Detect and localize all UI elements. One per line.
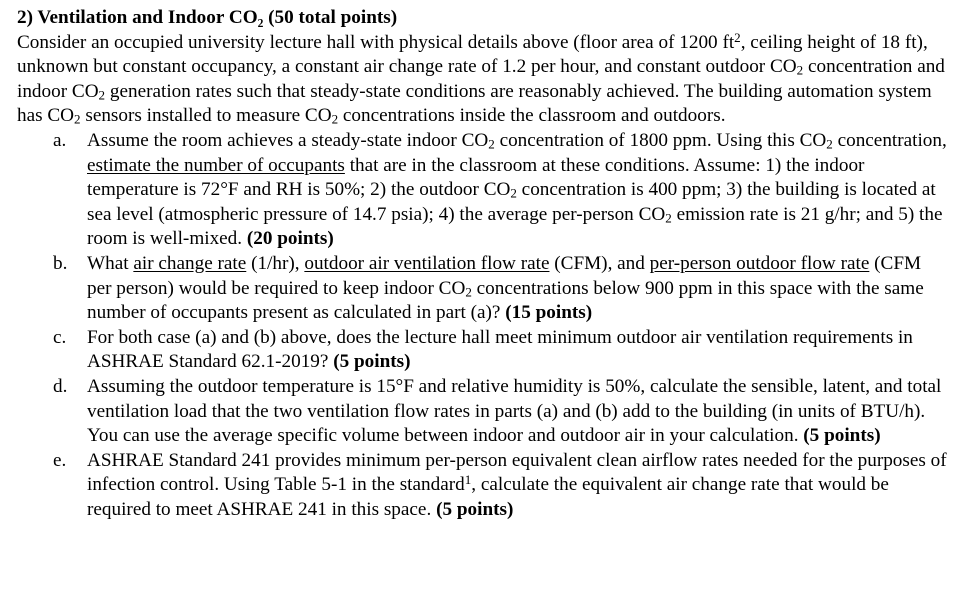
item-marker: e. bbox=[53, 449, 67, 471]
item-text: What bbox=[87, 252, 134, 274]
item-marker: c. bbox=[53, 326, 67, 348]
item-marker: b. bbox=[53, 252, 68, 274]
intro-text-6: concentrations inside the classroom and outdoors. bbox=[338, 105, 726, 127]
item-text: ASHRAE Standard 241 provides minimum per-person equivalent clean airflow rates needed for the purposes of infection control. Using Table 5-1 in the standard bbox=[87, 449, 947, 496]
item-marker: a. bbox=[53, 129, 67, 151]
item-text: that are in the classroom at these conditions. Assume: 1) the indoor temperature is 72°F and RH is 50%; 2) the outdoor CO bbox=[87, 154, 865, 201]
item-text: For both case (a) and (b) above, does the lecture hall meet minimum outdoor air ventilation requirements in ASHRAE Standard 62.1-2019? bbox=[87, 326, 913, 373]
intro-text-1: Consider an occupied university lecture hall with physical details above (floor area of 1200 ft bbox=[17, 31, 735, 53]
item-text: (CFM per person) would be required to keep indoor CO bbox=[87, 252, 922, 299]
question-item-c bbox=[53, 326, 947, 375]
intro-text-2: , ceiling height of 18 ft), unknown but constant occupancy, a constant air change rate of 1.2 per hour, and constant outdoor CO bbox=[17, 31, 928, 78]
intro-text-4: generation rates such that steady-state conditions are reasonably achieved. The building automation system has CO bbox=[17, 80, 932, 127]
item-subscript: 2 bbox=[488, 136, 495, 152]
item-text: concentration is 400 ppm; 3) the building is located at sea level (atmospheric pressure of 14.7 psia); 4) the average per-person CO bbox=[87, 179, 936, 225]
item-subscript: 2 bbox=[826, 136, 833, 152]
item-text: (1/hr), bbox=[246, 252, 305, 274]
item-points: (20 points) bbox=[246, 228, 334, 250]
item-text: (CFM), and bbox=[549, 252, 650, 274]
problem-document bbox=[17, 6, 947, 522]
item-marker: d. bbox=[53, 375, 68, 397]
problem-intro bbox=[17, 31, 947, 129]
item-text: concentrations below 900 ppm in this space with the same number of occupants present as calculated in part (a)? bbox=[87, 277, 924, 324]
item-text: concentration of 1800 ppm. Using this CO bbox=[494, 129, 827, 151]
item-text: concentration, bbox=[832, 129, 947, 151]
problem-heading: 2) Ventilation and Indoor CO₂ (50 total points) bbox=[17, 7, 398, 28]
intro-subscript: 2 bbox=[796, 62, 804, 78]
item-underlined-text: air change rate bbox=[133, 252, 247, 274]
item-text: Assuming the outdoor temperature is 15°F and relative humidity is 50%, calculate the sensible, latent, and total ventilation load that the two ventilation flow rates in parts (a) and (b) add to the building (in units of BTU/h). You can use the average specific volume between indoor and outdoor air in your calculation. bbox=[87, 375, 942, 447]
item-subscript: 2 bbox=[510, 185, 517, 201]
question-item-a bbox=[53, 129, 947, 252]
question-list bbox=[17, 129, 947, 523]
intro-subscript: 2 bbox=[331, 111, 339, 127]
item-points: (15 points) bbox=[505, 302, 593, 324]
item-points: (5 points) bbox=[803, 425, 881, 447]
item-text: , calculate the equivalent air change rate that would be required to meet ASHRAE 241 in this space. bbox=[87, 474, 889, 520]
item-underlined-text: estimate the number of occupants bbox=[87, 154, 345, 176]
intro-subscript: 2 bbox=[74, 111, 81, 127]
item-text: Assume the room achieves a steady-state indoor CO bbox=[87, 129, 489, 151]
item-subscript: 2 bbox=[465, 283, 472, 299]
item-underlined-text: outdoor air ventilation flow rate bbox=[304, 252, 550, 274]
item-subscript: 2 bbox=[665, 210, 672, 226]
question-item-e bbox=[53, 449, 947, 523]
item-text: emission rate is 21 g/hr; and 5) the room is well-mixed. bbox=[87, 203, 943, 250]
footnote-superscript: 1 bbox=[464, 472, 472, 488]
intro-subscript: 2 bbox=[98, 87, 106, 103]
question-item-d bbox=[53, 375, 947, 449]
intro-text-5: sensors installed to measure CO bbox=[80, 105, 332, 127]
item-points: (5 points) bbox=[333, 351, 411, 373]
item-points: (5 points) bbox=[436, 498, 514, 520]
item-underlined-text: per-person outdoor flow rate bbox=[649, 252, 870, 274]
question-item-b bbox=[53, 252, 947, 326]
intro-text-3: concentration and indoor CO bbox=[17, 56, 945, 102]
intro-superscript: 2 bbox=[734, 29, 741, 45]
